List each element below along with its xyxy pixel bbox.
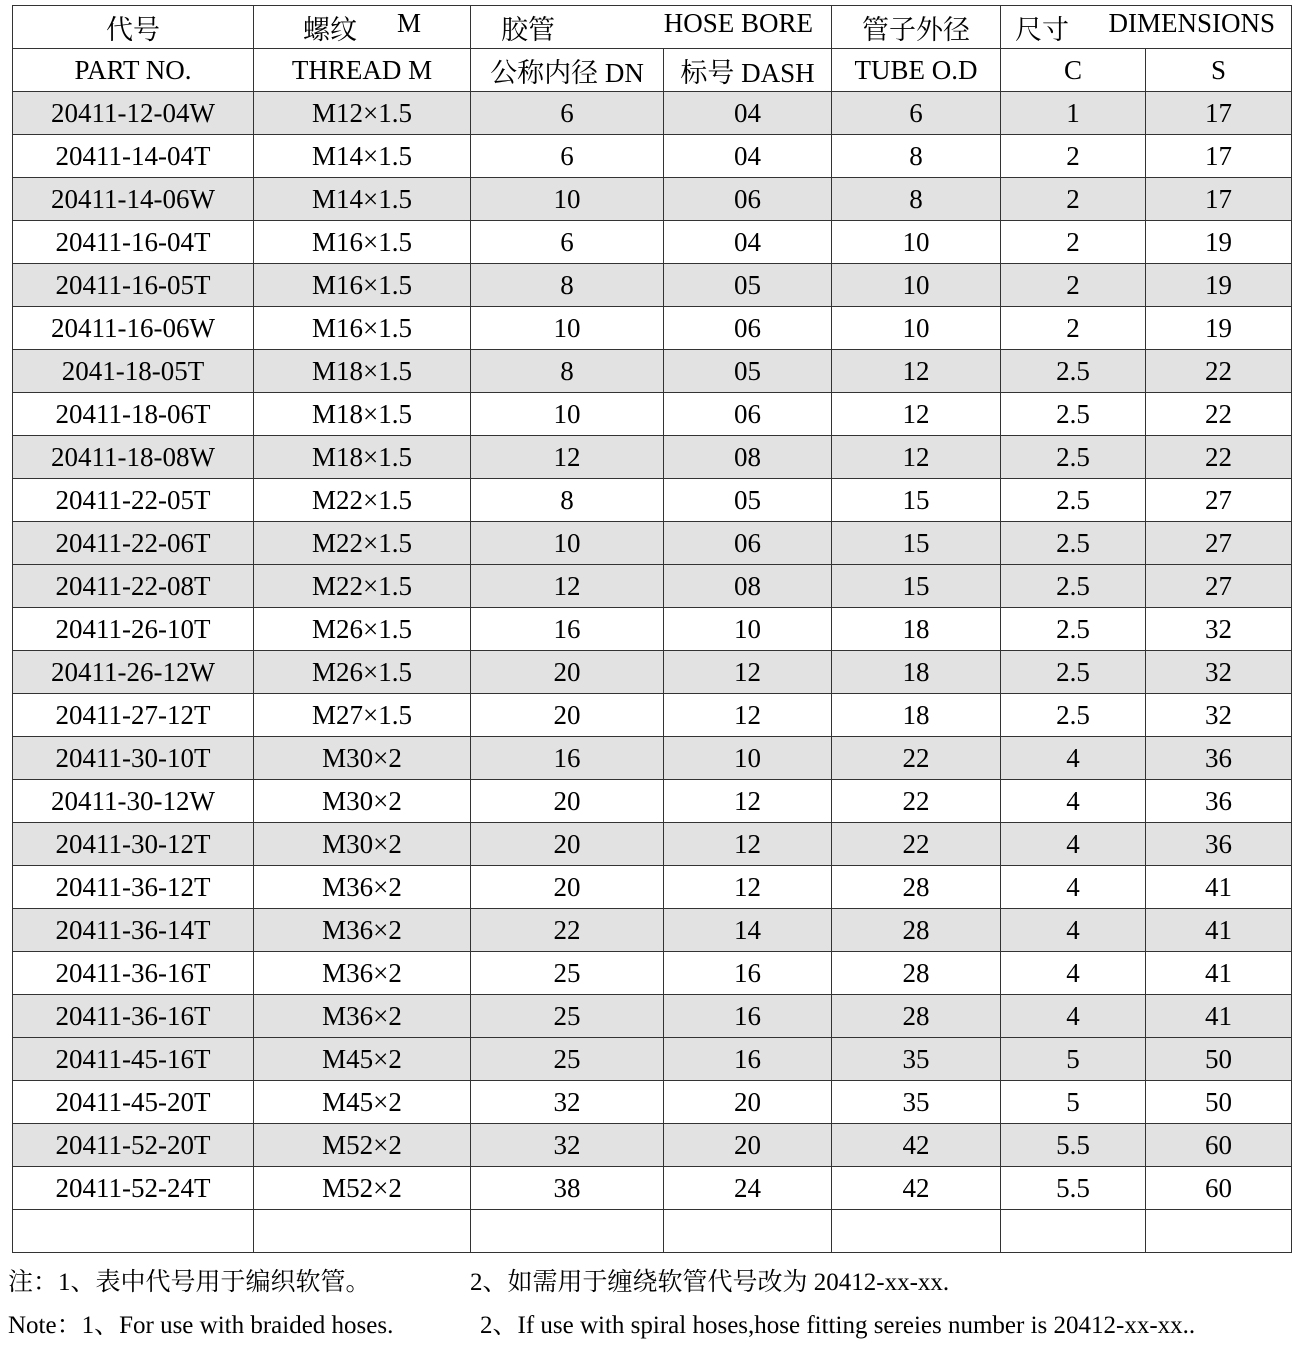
cell-s: 27	[1146, 479, 1292, 522]
table-row	[13, 909, 1292, 952]
cell-dash: 06	[664, 522, 832, 565]
cell-tube-od: 28	[832, 995, 1001, 1038]
cell-c: 2.5	[1001, 694, 1146, 737]
cell-thread: M52×2	[254, 1167, 471, 1210]
cell-c: 2.5	[1001, 608, 1146, 651]
table-row	[13, 952, 1292, 995]
cell-s: 19	[1146, 221, 1292, 264]
cell-s: 27	[1146, 522, 1292, 565]
cell-dash: 12	[664, 694, 832, 737]
cell-tube-od: 12	[832, 393, 1001, 436]
cell-part-no: 20411-45-20T	[13, 1081, 254, 1124]
cell-dn: 20	[471, 694, 664, 737]
cell-part-no: 20411-52-20T	[13, 1124, 254, 1167]
header-row-1	[13, 6, 1292, 49]
table-row	[13, 92, 1292, 135]
table-row	[13, 350, 1292, 393]
empty-cell	[471, 1210, 664, 1253]
cell-s: 32	[1146, 651, 1292, 694]
cell-c: 2.5	[1001, 522, 1146, 565]
header-dimensions	[1001, 6, 1292, 49]
cell-dn: 25	[471, 952, 664, 995]
cell-part-no: 20411-18-06T	[13, 393, 254, 436]
cell-thread: M36×2	[254, 909, 471, 952]
table-row	[13, 651, 1292, 694]
cell-part-no: 20411-36-16T	[13, 995, 254, 1038]
cell-s: 27	[1146, 565, 1292, 608]
cell-part-no: 20411-16-06W	[13, 307, 254, 350]
cell-tube-od: 42	[832, 1167, 1001, 1210]
table-row	[13, 608, 1292, 651]
cell-dn: 6	[471, 221, 664, 264]
table-row	[13, 1167, 1292, 1210]
cell-c: 2	[1001, 135, 1146, 178]
header-c: C	[1001, 49, 1146, 92]
cell-dash: 05	[664, 264, 832, 307]
cell-part-no: 20411-36-14T	[13, 909, 254, 952]
cell-dash: 12	[664, 780, 832, 823]
cell-c: 2	[1001, 264, 1146, 307]
cell-thread: M22×1.5	[254, 479, 471, 522]
cell-c: 2.5	[1001, 479, 1146, 522]
cell-s: 17	[1146, 135, 1292, 178]
note-chinese	[8, 1262, 950, 1298]
cell-s: 60	[1146, 1167, 1292, 1210]
cell-tube-od: 22	[832, 823, 1001, 866]
cell-part-no: 20411-14-04T	[13, 135, 254, 178]
cell-tube-od: 15	[832, 565, 1001, 608]
cell-thread: M36×2	[254, 995, 471, 1038]
empty-cell	[1001, 1210, 1146, 1253]
cell-dash: 05	[664, 479, 832, 522]
cell-tube-od: 8	[832, 135, 1001, 178]
cell-tube-od: 18	[832, 651, 1001, 694]
cell-part-no: 20411-26-12W	[13, 651, 254, 694]
cell-tube-od: 8	[832, 178, 1001, 221]
empty-cell	[254, 1210, 471, 1253]
cell-c: 4	[1001, 823, 1146, 866]
cell-dn: 10	[471, 307, 664, 350]
note-en-2: 2、If use with spiral hoses,hose fitting sereies number is 20412-xx-xx..	[480, 1312, 1196, 1339]
cell-c: 4	[1001, 952, 1146, 995]
empty-cell	[832, 1210, 1001, 1253]
header-thread-m-en: THREAD M	[254, 49, 471, 92]
header-part-no: PART NO.	[13, 49, 254, 92]
cell-dash: 08	[664, 436, 832, 479]
cell-dn: 16	[471, 737, 664, 780]
table-row	[13, 737, 1292, 780]
cell-tube-od: 12	[832, 350, 1001, 393]
cell-thread: M27×1.5	[254, 694, 471, 737]
cell-c: 2.5	[1001, 350, 1146, 393]
cell-thread: M30×2	[254, 823, 471, 866]
header-thread-m: M	[396, 7, 421, 38]
table-row	[13, 221, 1292, 264]
cell-tube-od: 28	[832, 866, 1001, 909]
cell-thread: M16×1.5	[254, 307, 471, 350]
cell-dn: 6	[471, 92, 664, 135]
cell-thread: M18×1.5	[254, 393, 471, 436]
cell-tube-od: 28	[832, 952, 1001, 995]
cell-c: 4	[1001, 780, 1146, 823]
cell-dn: 32	[471, 1124, 664, 1167]
cell-s: 32	[1146, 694, 1292, 737]
cell-s: 36	[1146, 737, 1292, 780]
cell-dn: 12	[471, 565, 664, 608]
cell-part-no: 20411-22-08T	[13, 565, 254, 608]
cell-c: 4	[1001, 909, 1146, 952]
cell-c: 2.5	[1001, 651, 1146, 694]
cell-c: 2.5	[1001, 393, 1146, 436]
cell-dn: 6	[471, 135, 664, 178]
table-row	[13, 1124, 1292, 1167]
cell-dn: 22	[471, 909, 664, 952]
cell-s: 36	[1146, 823, 1292, 866]
cell-thread: M12×1.5	[254, 92, 471, 135]
cell-thread: M36×2	[254, 952, 471, 995]
cell-thread: M22×1.5	[254, 522, 471, 565]
cell-c: 2	[1001, 178, 1146, 221]
cell-dn: 8	[471, 264, 664, 307]
cell-c: 5	[1001, 1081, 1146, 1124]
cell-part-no: 20411-16-05T	[13, 264, 254, 307]
note-cn-1: 注：1、表中代号用于编织软管。	[8, 1269, 371, 1296]
cell-dash: 04	[664, 221, 832, 264]
cell-s: 17	[1146, 178, 1292, 221]
cell-dash: 16	[664, 952, 832, 995]
cell-part-no: 20411-22-06T	[13, 522, 254, 565]
empty-cell	[664, 1210, 832, 1253]
cell-c: 4	[1001, 995, 1146, 1038]
note-english	[8, 1305, 1196, 1341]
cell-part-no: 20411-27-12T	[13, 694, 254, 737]
header-code: 代号	[13, 6, 254, 49]
cell-s: 19	[1146, 307, 1292, 350]
cell-c: 2.5	[1001, 565, 1146, 608]
cell-s: 41	[1146, 909, 1292, 952]
cell-thread: M26×1.5	[254, 608, 471, 651]
cell-thread: M14×1.5	[254, 135, 471, 178]
table-row	[13, 178, 1292, 221]
cell-c: 4	[1001, 866, 1146, 909]
cell-dash: 05	[664, 350, 832, 393]
cell-tube-od: 12	[832, 436, 1001, 479]
table-row	[13, 694, 1292, 737]
cell-dn: 25	[471, 1038, 664, 1081]
cell-part-no: 20411-30-10T	[13, 737, 254, 780]
cell-tube-od: 28	[832, 909, 1001, 952]
cell-s: 36	[1146, 780, 1292, 823]
table-row	[13, 522, 1292, 565]
cell-c: 2.5	[1001, 436, 1146, 479]
cell-c: 1	[1001, 92, 1146, 135]
note-cn-2: 2、如需用于缠绕软管代号改为 20412-xx-xx.	[470, 1269, 950, 1296]
cell-dash: 12	[664, 823, 832, 866]
cell-dn: 16	[471, 608, 664, 651]
cell-thread: M16×1.5	[254, 264, 471, 307]
cell-dash: 04	[664, 92, 832, 135]
cell-c: 2	[1001, 221, 1146, 264]
cell-dn: 20	[471, 651, 664, 694]
header-dim-en: DIMENSIONS	[1108, 7, 1276, 38]
note-en-1: Note：1、For use with braided hoses.	[8, 1312, 394, 1339]
empty-cell	[1146, 1210, 1292, 1253]
header-thread	[254, 6, 471, 49]
cell-c: 5.5	[1001, 1167, 1146, 1210]
cell-dash: 16	[664, 995, 832, 1038]
header-tube-od-cn: 管子外径	[832, 6, 1001, 49]
cell-part-no: 20411-45-16T	[13, 1038, 254, 1081]
cell-dn: 25	[471, 995, 664, 1038]
cell-dash: 04	[664, 135, 832, 178]
table-row	[13, 565, 1292, 608]
cell-tube-od: 10	[832, 221, 1001, 264]
cell-dash: 12	[664, 866, 832, 909]
table-row	[13, 995, 1292, 1038]
cell-thread: M16×1.5	[254, 221, 471, 264]
header-dim-cn: 尺寸	[1015, 14, 1070, 45]
cell-dash: 20	[664, 1124, 832, 1167]
cell-dash: 16	[664, 1038, 832, 1081]
cell-thread: M30×2	[254, 780, 471, 823]
header-hose-bore	[471, 6, 832, 49]
cell-s: 41	[1146, 952, 1292, 995]
cell-s: 32	[1146, 608, 1292, 651]
cell-part-no: 20411-26-10T	[13, 608, 254, 651]
cell-dn: 32	[471, 1081, 664, 1124]
cell-thread: M45×2	[254, 1038, 471, 1081]
cell-dn: 20	[471, 780, 664, 823]
cell-tube-od: 35	[832, 1081, 1001, 1124]
table-row	[13, 1081, 1292, 1124]
header-dash: 标号 DASH	[664, 49, 832, 92]
cell-dn: 38	[471, 1167, 664, 1210]
cell-dn: 20	[471, 866, 664, 909]
cell-part-no: 20411-22-05T	[13, 479, 254, 522]
cell-tube-od: 15	[832, 522, 1001, 565]
table-row	[13, 307, 1292, 350]
cell-thread: M30×2	[254, 737, 471, 780]
cell-dash: 10	[664, 737, 832, 780]
cell-s: 41	[1146, 866, 1292, 909]
cell-tube-od: 22	[832, 737, 1001, 780]
header-hose-en: HOSE BORE	[663, 7, 814, 38]
cell-thread: M52×2	[254, 1124, 471, 1167]
cell-s: 22	[1146, 436, 1292, 479]
cell-tube-od: 18	[832, 608, 1001, 651]
cell-part-no: 20411-16-04T	[13, 221, 254, 264]
cell-dn: 8	[471, 350, 664, 393]
header-tube-od: TUBE O.D	[832, 49, 1001, 92]
cell-dash: 06	[664, 178, 832, 221]
header-s: S	[1146, 49, 1292, 92]
cell-dn: 12	[471, 436, 664, 479]
table-row	[13, 823, 1292, 866]
cell-dn: 10	[471, 522, 664, 565]
cell-thread: M18×1.5	[254, 350, 471, 393]
cell-dash: 06	[664, 393, 832, 436]
cell-tube-od: 42	[832, 1124, 1001, 1167]
cell-c: 5	[1001, 1038, 1146, 1081]
table-row	[13, 436, 1292, 479]
empty-row	[13, 1210, 1292, 1253]
table-row	[13, 1038, 1292, 1081]
empty-cell	[13, 1210, 254, 1253]
header-row-2	[13, 49, 1292, 92]
fitting-spec-table	[12, 5, 1292, 1253]
cell-dn: 10	[471, 178, 664, 221]
table-row	[13, 479, 1292, 522]
cell-s: 50	[1146, 1081, 1292, 1124]
cell-s: 41	[1146, 995, 1292, 1038]
cell-thread: M26×1.5	[254, 651, 471, 694]
cell-dash: 08	[664, 565, 832, 608]
cell-part-no: 20411-18-08W	[13, 436, 254, 479]
cell-dn: 10	[471, 393, 664, 436]
cell-tube-od: 35	[832, 1038, 1001, 1081]
cell-c: 2	[1001, 307, 1146, 350]
cell-thread: M36×2	[254, 866, 471, 909]
cell-s: 22	[1146, 350, 1292, 393]
cell-part-no: 20411-36-12T	[13, 866, 254, 909]
cell-tube-od: 18	[832, 694, 1001, 737]
cell-part-no: 20411-36-16T	[13, 952, 254, 995]
table-row	[13, 135, 1292, 178]
header-dn: 公称内径 DN	[471, 49, 664, 92]
cell-thread: M18×1.5	[254, 436, 471, 479]
cell-dn: 20	[471, 823, 664, 866]
table-row	[13, 393, 1292, 436]
cell-tube-od: 10	[832, 307, 1001, 350]
cell-s: 17	[1146, 92, 1292, 135]
cell-dash: 20	[664, 1081, 832, 1124]
cell-part-no: 20411-52-24T	[13, 1167, 254, 1210]
cell-thread: M45×2	[254, 1081, 471, 1124]
cell-dash: 24	[664, 1167, 832, 1210]
cell-s: 22	[1146, 393, 1292, 436]
header-hose-cn: 胶管	[501, 14, 555, 45]
cell-part-no: 20411-30-12W	[13, 780, 254, 823]
cell-part-no: 20411-14-06W	[13, 178, 254, 221]
cell-tube-od: 15	[832, 479, 1001, 522]
cell-s: 60	[1146, 1124, 1292, 1167]
table-row	[13, 264, 1292, 307]
cell-tube-od: 10	[832, 264, 1001, 307]
table-row	[13, 866, 1292, 909]
cell-part-no: 20411-30-12T	[13, 823, 254, 866]
cell-tube-od: 6	[832, 92, 1001, 135]
cell-part-no: 2041-18-05T	[13, 350, 254, 393]
cell-c: 4	[1001, 737, 1146, 780]
cell-s: 19	[1146, 264, 1292, 307]
cell-c: 5.5	[1001, 1124, 1146, 1167]
header-thread-cn: 螺纹	[302, 14, 357, 45]
cell-dash: 06	[664, 307, 832, 350]
cell-thread: M22×1.5	[254, 565, 471, 608]
table-row	[13, 780, 1292, 823]
cell-s: 50	[1146, 1038, 1292, 1081]
cell-dash: 12	[664, 651, 832, 694]
cell-dash: 10	[664, 608, 832, 651]
cell-tube-od: 22	[832, 780, 1001, 823]
cell-part-no: 20411-12-04W	[13, 92, 254, 135]
cell-dash: 14	[664, 909, 832, 952]
cell-dn: 8	[471, 479, 664, 522]
cell-thread: M14×1.5	[254, 178, 471, 221]
